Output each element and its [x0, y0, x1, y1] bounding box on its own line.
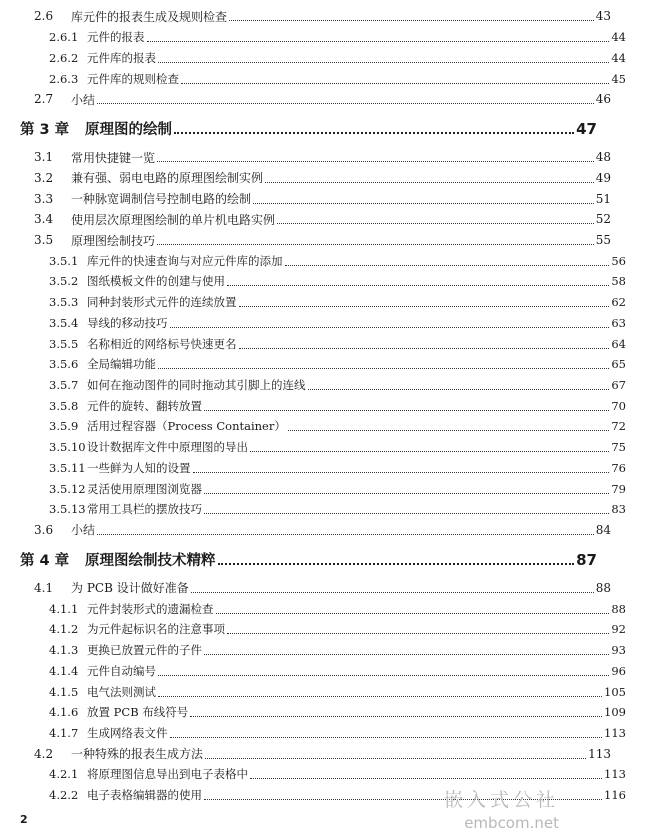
- toc-entry-page: 55: [595, 233, 611, 247]
- toc-entry-number: 3.5.5: [49, 336, 79, 351]
- toc-chapter-entry: [0, 118, 617, 140]
- dot-leader: [204, 409, 609, 411]
- dot-leader: [193, 471, 610, 473]
- toc-subsection-entry: [0, 598, 646, 620]
- toc-entry-page: 72: [611, 419, 626, 434]
- toc-entry-title: 为元件起标识名的注意事项: [87, 622, 225, 637]
- toc-entry-number: 3.5.11: [49, 460, 86, 475]
- dot-leader: [97, 533, 594, 535]
- toc-entry-title: 小结: [71, 523, 96, 538]
- dot-leader: [174, 131, 574, 134]
- toc-entry-page: 47: [576, 119, 597, 138]
- dot-leader: [147, 40, 610, 42]
- toc-subsection-entry: [0, 436, 646, 458]
- toc-entry-number: 4.1.5: [49, 684, 79, 699]
- dot-leader: [253, 202, 594, 204]
- toc-entry-title: 为 PCB 设计做好准备: [71, 581, 189, 596]
- toc-entry-page: 84: [595, 522, 611, 537]
- toc-subsection-entry: [0, 26, 646, 48]
- dot-leader: [158, 674, 609, 676]
- toc-entry-title: 元件的旋转、翻转放置: [87, 398, 202, 413]
- toc-entry-title: 一种脉宽调制信号控制电路的绘制: [71, 192, 252, 207]
- toc-entry-title: 元件封装形式的遗漏检查: [87, 601, 214, 616]
- toc-subsection-entry: [0, 291, 646, 313]
- dot-leader: [181, 82, 609, 84]
- toc-entry-title: 灵活使用原理图浏览器: [87, 481, 202, 496]
- toc-subsection-entry: [0, 250, 646, 272]
- toc-entry-title: 元件自动编号: [87, 663, 156, 678]
- toc-entry-number: 3.5.12: [49, 481, 86, 496]
- toc-subsection-entry: [0, 47, 646, 69]
- toc-subsection-entry: [0, 701, 646, 723]
- toc-subsection-entry: [0, 353, 646, 375]
- toc-entry-number: 3.2: [34, 170, 54, 185]
- toc-entry-number: 3.5.8: [49, 398, 79, 413]
- dot-leader: [250, 777, 602, 779]
- toc-entry-number: 3.5.10: [49, 440, 86, 455]
- toc-entry-title: 活用过程容器（Process Container）: [87, 419, 286, 434]
- toc-chapter-entry: [0, 549, 617, 571]
- dot-leader: [158, 695, 602, 697]
- toc-entry-number: 3.5.9: [49, 419, 79, 434]
- toc-section-entry: [0, 146, 631, 168]
- toc-entry-title: 设计数据库文件中原理图的导出: [87, 440, 248, 455]
- toc-subsection-entry: [0, 395, 646, 417]
- toc-entry-number: 4.1.7: [49, 725, 79, 740]
- dot-leader: [157, 243, 594, 245]
- toc-entry-title: 元件库的报表: [87, 50, 156, 65]
- toc-subsection-entry: [0, 312, 646, 334]
- toc-section-entry: [0, 229, 631, 251]
- dot-leader: [190, 715, 602, 717]
- toc-entry-page: 92: [611, 622, 626, 637]
- toc-entry-page: 83: [611, 502, 626, 517]
- toc-entry-page: 63: [611, 315, 626, 330]
- toc-entry-page: 70: [611, 398, 626, 413]
- toc-entry-page: 43: [595, 9, 611, 24]
- toc-subsection-entry: [0, 333, 646, 355]
- toc-entry-page: 62: [611, 295, 626, 310]
- toc-entry-page: 49: [595, 170, 611, 185]
- toc-entry-title: 使用层次原理图绘制的单片机电路实例: [71, 212, 276, 227]
- toc-subsection-entry: [0, 763, 646, 785]
- toc-entry-title: 元件的报表: [87, 30, 145, 44]
- dot-leader: [191, 591, 594, 593]
- toc-subsection-entry: [0, 415, 646, 437]
- toc-entry-page: 75: [611, 440, 626, 455]
- dot-leader: [158, 61, 609, 63]
- toc-entry-title: 小结: [71, 92, 96, 107]
- toc-subsection-entry: [0, 639, 646, 661]
- toc-section-entry: [0, 188, 631, 210]
- toc-section-entry: [0, 167, 631, 189]
- toc-entry-number: 4.2: [34, 746, 54, 761]
- toc-entry-number: 3.5.1: [49, 253, 79, 268]
- toc-entry-page: 96: [611, 663, 626, 678]
- toc-entry-title: 更换已放置元件的子件: [87, 643, 202, 658]
- toc-entry-page: 113: [604, 725, 626, 740]
- toc-entry-page: 88: [611, 601, 626, 616]
- dot-leader: [170, 326, 610, 328]
- toc-entry-page: 65: [611, 357, 626, 372]
- toc-subsection-entry: [0, 660, 646, 682]
- toc-entry-number: 3.4: [34, 212, 54, 227]
- dot-leader: [157, 160, 594, 162]
- toc-entry-page: 51: [595, 191, 611, 206]
- toc-entry-number: 3.5.2: [49, 274, 79, 289]
- toc-entry-number: 4.1.3: [49, 643, 79, 658]
- toc-entry-number: 4.1.6: [49, 705, 79, 720]
- toc-subsection-entry: [0, 457, 646, 479]
- toc-entry-number: 3.5.3: [49, 295, 79, 310]
- toc-entry-number: 4.1: [34, 580, 54, 595]
- toc-section-entry: [0, 577, 631, 599]
- toc-section-entry: [0, 208, 631, 230]
- toc-subsection-entry: [0, 478, 646, 500]
- toc-entry-number: 4.2.1: [49, 767, 79, 782]
- dot-leader: [218, 562, 575, 565]
- toc-entry-number: 2.6.3: [49, 71, 79, 86]
- toc-entry-page: 52: [595, 212, 611, 227]
- watermark-line2: embcom.net: [464, 814, 559, 832]
- toc-entry-title: 原理图绘制技巧: [71, 233, 156, 248]
- toc-section-entry: [0, 519, 631, 541]
- toc-section-entry: [0, 88, 631, 110]
- toc-entry-title: 原理图绘制技术精粹: [85, 553, 216, 569]
- toc-entry-number: 3.1: [34, 150, 54, 165]
- toc-entry-number: 3.3: [34, 191, 54, 206]
- dot-leader: [205, 757, 586, 759]
- toc-entry-title: 一种特殊的报表生成方法: [71, 747, 204, 762]
- watermark: [444, 785, 559, 832]
- toc-entry-title: 常用工具栏的摆放技巧: [87, 502, 202, 517]
- dot-leader: [285, 264, 610, 266]
- toc-entry-title: 生成网络表文件: [87, 725, 168, 740]
- toc-entry-title: 库元件的快速查询与对应元件库的添加: [87, 253, 283, 268]
- toc-entry-title: 图纸模板文件的创建与使用: [87, 274, 225, 289]
- toc-entry-number: 2.6: [34, 9, 54, 24]
- toc-entry-title: 库元件的报表生成及规则检查: [71, 9, 228, 24]
- toc-entry-number: 3.5.4: [49, 315, 79, 330]
- dot-leader: [170, 736, 603, 738]
- toc-entry-title: 电气法则测试: [87, 684, 156, 699]
- toc-entry-page: 58: [611, 274, 626, 289]
- dot-leader: [265, 181, 594, 183]
- toc-entry-title: 导线的移动技巧: [87, 315, 168, 330]
- dot-leader: [216, 612, 610, 614]
- toc-entry-page: 67: [611, 378, 626, 392]
- toc-entry-page: 87: [576, 550, 597, 569]
- toc-entry-title: 电子表格编辑器的使用: [87, 788, 202, 802]
- dot-leader: [277, 222, 594, 224]
- toc-entry-number: 3.5: [34, 233, 54, 247]
- toc-entry-page: 93: [611, 643, 626, 658]
- dot-leader: [227, 284, 609, 286]
- toc-entry-page: 44: [611, 50, 626, 65]
- toc-entry-number: 3.6: [34, 522, 54, 537]
- dot-leader: [227, 632, 609, 634]
- toc-entry-page: 116: [604, 788, 626, 802]
- dot-leader: [239, 305, 610, 307]
- toc-entry-number: 2.7: [34, 92, 54, 107]
- toc-entry-title: 同种封装形式元件的连续放置: [87, 295, 237, 310]
- toc-entry-page: 44: [611, 30, 626, 44]
- toc-entry-title: 一些鲜为人知的设置: [87, 460, 191, 475]
- toc-entry-title: 如何在拖动图件的同时拖动其引脚上的连线: [87, 378, 306, 392]
- watermark-line1: 嵌入式公社: [443, 789, 559, 811]
- toc-section-entry: [0, 5, 631, 27]
- toc-entry-number: 4.1.4: [49, 663, 79, 678]
- dot-leader: [204, 512, 609, 514]
- toc-entry-title: 将原理图信息导出到电子表格中: [87, 767, 248, 782]
- dot-leader: [204, 653, 609, 655]
- toc-entry-number: 3.5.13: [49, 502, 86, 517]
- dot-leader: [239, 347, 610, 349]
- toc-entry-number: 2.6.1: [49, 30, 79, 44]
- toc-entry-page: 88: [595, 580, 611, 595]
- toc-entry-page: 109: [604, 705, 626, 720]
- toc-entry-page: 113: [604, 767, 626, 782]
- toc-entry-title: 常用快捷键一览: [71, 150, 156, 165]
- toc-subsection-entry: [0, 618, 646, 640]
- dot-leader: [204, 492, 609, 494]
- toc-entry-page: 46: [595, 92, 611, 107]
- dot-leader: [229, 19, 594, 21]
- toc-entry-page: 56: [611, 253, 626, 268]
- toc-entry-title: 名称相近的网络标号快速更名: [87, 336, 237, 351]
- toc-entry-number: 第 4 章: [20, 553, 70, 569]
- toc-subsection-entry: [0, 722, 646, 744]
- toc-section-entry: [0, 743, 631, 765]
- toc-entry-number: 4.1.1: [49, 601, 79, 616]
- toc-subsection-entry: [0, 374, 646, 396]
- toc-entry-number: 3.5.6: [49, 357, 79, 372]
- toc-entry-title: 元件库的规则检查: [87, 71, 179, 86]
- toc-entry-page: 79: [611, 481, 626, 496]
- toc-entry-page: 76: [611, 460, 626, 475]
- toc-entry-page: 64: [611, 336, 626, 351]
- toc-subsection-entry: [0, 681, 646, 703]
- toc-entry-title: 兼有强、弱电电路的原理图绘制实例: [71, 171, 264, 186]
- page-number: 2: [20, 813, 28, 826]
- dot-leader: [308, 388, 610, 390]
- toc-subsection-entry: [0, 68, 646, 90]
- toc-entry-number: 2.6.2: [49, 50, 79, 65]
- toc-entry-number: 3.5.7: [49, 378, 79, 392]
- toc-entry-number: 第 3 章: [20, 122, 70, 139]
- toc-entry-page: 48: [595, 150, 611, 165]
- toc-entry-page: 113: [588, 746, 611, 761]
- toc-entry-title: 全局编辑功能: [87, 357, 156, 372]
- toc-entry-title: 原理图的绘制: [85, 122, 172, 139]
- toc-entry-page: 45: [611, 71, 626, 86]
- dot-leader: [250, 450, 609, 452]
- toc-subsection-entry: [0, 498, 646, 520]
- dot-leader: [97, 102, 594, 104]
- dot-leader: [158, 367, 609, 369]
- dot-leader: [288, 429, 610, 431]
- toc-entry-title: 放置 PCB 布线符号: [87, 705, 189, 720]
- toc-entry-page: 105: [604, 684, 626, 699]
- toc-entry-number: 4.1.2: [49, 622, 79, 637]
- toc-subsection-entry: [0, 270, 646, 292]
- toc-entry-number: 4.2.2: [49, 788, 79, 802]
